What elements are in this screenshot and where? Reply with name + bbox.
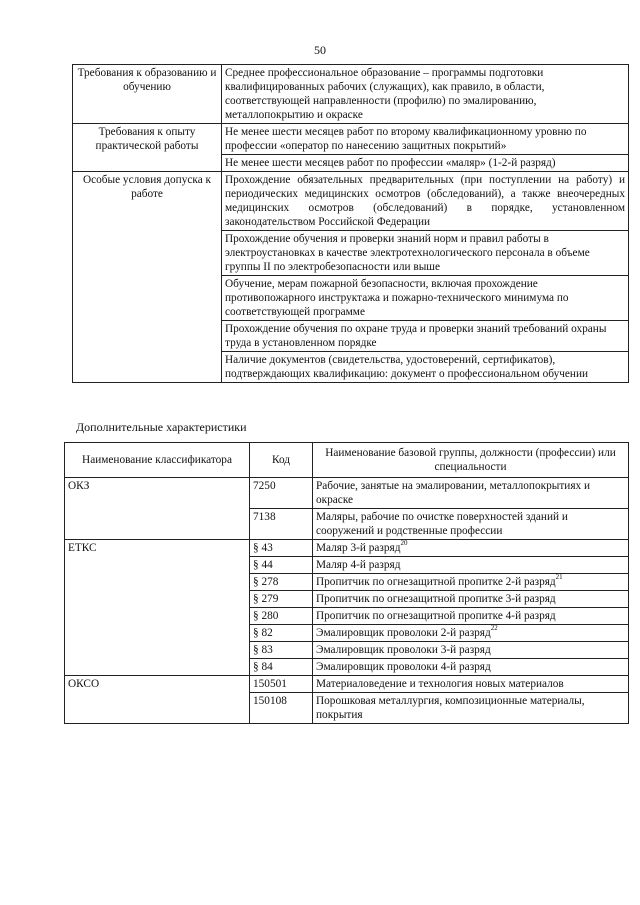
requirement-label: Требования к образованию и обучению bbox=[73, 65, 222, 124]
classifier-name: ОКЗ bbox=[65, 478, 250, 540]
classifier-code: 150501 bbox=[250, 676, 313, 693]
classifier-table bbox=[64, 442, 629, 724]
requirement-label: Особые условия допуска к работе bbox=[73, 172, 222, 383]
classifier-code: § 44 bbox=[250, 557, 313, 574]
classifier-name: ОКСО bbox=[65, 676, 250, 724]
classifier-desc: Рабочие, занятые на эмалировании, металлопокрытиях и окраске bbox=[313, 478, 629, 509]
requirement-value: Не менее шести месяцев работ по второму квалификационному уровню по профессии «оператор по нанесению защитных покрытий» bbox=[222, 124, 629, 155]
classifier-code: 7250 bbox=[250, 478, 313, 509]
additional-characteristics-title: Дополнительные характеристики bbox=[76, 420, 247, 434]
classifier-desc: Маляр 4-й разряд bbox=[313, 557, 629, 574]
footnote-marker: 21 bbox=[555, 573, 563, 581]
classifier-desc: Эмалировщик проволоки 2-й разряд bbox=[316, 627, 491, 639]
classifier-desc: Материаловедение и технология новых материалов bbox=[313, 676, 629, 693]
table-row bbox=[65, 540, 629, 557]
classifier-code: § 83 bbox=[250, 642, 313, 659]
table-row bbox=[65, 676, 629, 693]
classifier-name: ЕТКС bbox=[65, 540, 250, 676]
requirement-label: Требования к опыту практической работы bbox=[73, 124, 222, 172]
classifier-desc-cell bbox=[313, 540, 629, 557]
classifier-desc: Пропитчик по огнезащитной пропитке 2-й разряд bbox=[316, 576, 556, 588]
requirements-table bbox=[72, 64, 629, 383]
classifier-header-row bbox=[65, 443, 629, 478]
classifier-desc: Пропитчик по огнезащитной пропитке 3-й разряд bbox=[313, 591, 629, 608]
classifier-code: § 279 bbox=[250, 591, 313, 608]
header-description: Наименование базовой группы, должности (профессии) или специальности bbox=[313, 443, 629, 478]
requirement-row-special bbox=[73, 172, 629, 231]
classifier-code: § 278 bbox=[250, 574, 313, 591]
classifier-desc: Эмалировщик проволоки 4-й разряд bbox=[313, 659, 629, 676]
classifier-desc-cell bbox=[313, 625, 629, 642]
classifier-code: § 82 bbox=[250, 625, 313, 642]
requirement-value: Не менее шести месяцев работ по профессии «маляр» (1-2-й разряд) bbox=[222, 155, 629, 172]
classifier-code: § 84 bbox=[250, 659, 313, 676]
classifier-code: 7138 bbox=[250, 509, 313, 540]
classifier-desc: Маляры, рабочие по очистке поверхностей зданий и сооружений и родственные профессии bbox=[313, 509, 629, 540]
header-code: Код bbox=[250, 443, 313, 478]
requirement-value: Среднее профессиональное образование – программы подготовки квалифицированных рабочих (служащих), как правило, в области, соответствующей направленности (профилю) по эмалированию, металлопокрытию и окраске bbox=[222, 65, 629, 124]
classifier-desc: Эмалировщик проволоки 3-й разряд bbox=[313, 642, 629, 659]
requirement-value: Прохождение обучения по охране труда и проверки знаний требований охраны труда в установленном порядке bbox=[222, 321, 629, 352]
requirement-value: Прохождение обязательных предварительных (при поступлении на работу) и периодических медицинских осмотров (обследований), а также внеочередных медицинских осмотров (обследований) в порядке, установленном законодательством Российской Федерации bbox=[222, 172, 629, 231]
footnote-marker: 20 bbox=[400, 539, 408, 547]
classifier-desc: Пропитчик по огнезащитной пропитке 4-й разряд bbox=[313, 608, 629, 625]
requirement-row-education bbox=[73, 65, 629, 124]
requirement-value: Прохождение обучения и проверки знаний норм и правил работы в электроустановках в качестве электротехнологического персонала в объеме группы II по электробезопасности или выше bbox=[222, 231, 629, 276]
classifier-desc-cell bbox=[313, 574, 629, 591]
classifier-desc: Маляр 3-й разряд bbox=[316, 542, 401, 554]
footnote-marker: 22 bbox=[490, 624, 498, 632]
header-classifier-name: Наименование классификатора bbox=[65, 443, 250, 478]
requirement-value: Обучение, мерам пожарной безопасности, включая прохождение противопожарного инструктажа и пожарно-технического минимума по соответствующей программе bbox=[222, 276, 629, 321]
requirement-row-experience bbox=[73, 124, 629, 155]
classifier-desc: Порошковая металлургия, композиционные материалы, покрытия bbox=[313, 693, 629, 724]
page-number: 50 bbox=[314, 43, 326, 57]
classifier-code: § 280 bbox=[250, 608, 313, 625]
table-row bbox=[65, 478, 629, 509]
classifier-code: 150108 bbox=[250, 693, 313, 724]
classifier-code: § 43 bbox=[250, 540, 313, 557]
requirement-value: Наличие документов (свидетельства, удостоверений, сертификатов), подтверждающих квалификацию: документ о профессиональном обучении bbox=[222, 352, 629, 383]
